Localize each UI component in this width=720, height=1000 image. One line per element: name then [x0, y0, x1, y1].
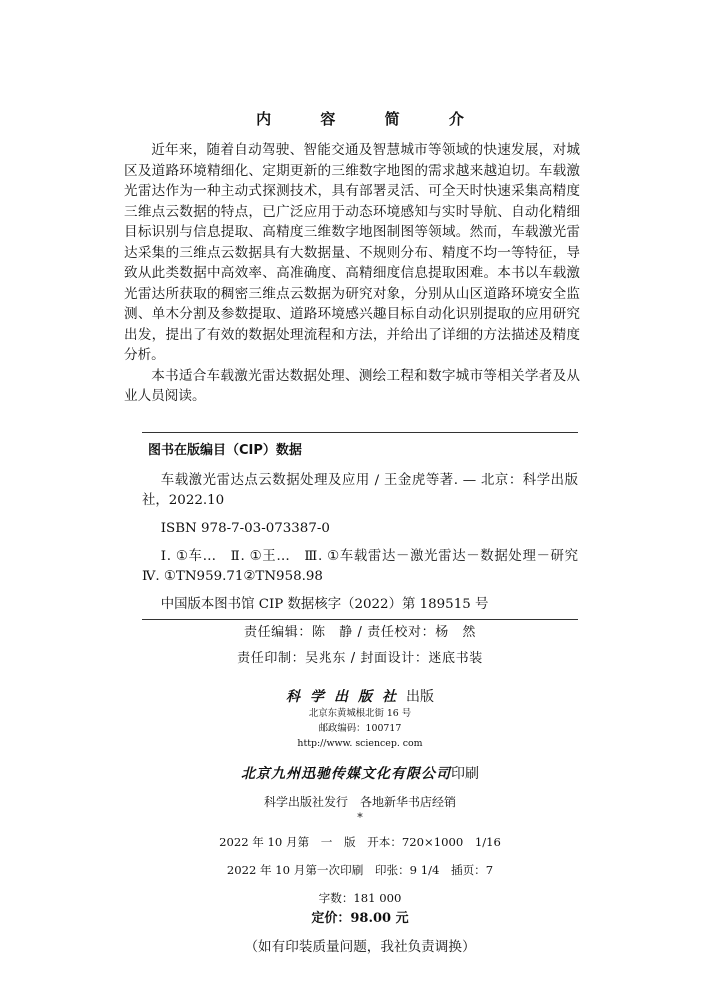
publisher-website: http://www. sciencep. com: [297, 738, 423, 749]
quality-note: （如有印装质量问题，我社负责调换）: [244, 939, 476, 955]
publisher-postcode: 邮政编码：100717: [318, 723, 402, 734]
printer-name: 北京九州迅驰传媒文化有限公司: [241, 766, 451, 782]
summary-paragraph-1: 近年来，随着自动驾驶、智能交通及智慧城市等领域的快速发展，对城区及道路环境精细化、定期更新的三维数字地图的需求越来越迫切。车载激光雷达作为一种主动式探测技术，具有部署灵活、可全天时快速采集高精度三维点云数据的特点，已广泛应用于动态环境感知与实时导航、自动化精细目标识别与信息提取、高精度三维数字地图制图等领域。然而，车载激光雷达采集的三维点云数据具有大数据量、不规则分布、精度不均一等特征，导致从此类数据中高效率、高准确度、高精细度信息提取困难。本书以车载激光雷达所获取的稠密三维点云数据为研究对象，分别从山区道路环境安全监测、单木分割及参数提取、道路环境感兴趣目标自动化识别提取的应用研究出发，提出了有效的数据处理流程和方法，并给出了详细的方法描述及精度分析。: [124, 142, 580, 363]
editors-line-1: 责任编辑：陈 静 / 责任校对：杨 然: [243, 625, 477, 640]
printing-line: 2022 年 10 月第一次印刷 印张：9 1/4 插页：7: [226, 863, 494, 877]
cip-isbn: ISBN 978-7-03-073387-0: [160, 521, 330, 536]
cip-record-number: 中国版本图书馆 CIP 数据核字（2022）第 189515 号: [160, 597, 489, 612]
printer-line: [0, 763, 720, 783]
publisher-address: 北京东黄城根北街 16 号: [308, 708, 412, 719]
publisher-line: [0, 686, 720, 706]
edition-line: 2022 年 10 月第 一 版 开本：720×1000 1/16: [219, 835, 501, 849]
publisher-suffix: 出版: [406, 689, 434, 705]
cip-classification: Ⅰ. ①车… Ⅱ. ①王… Ⅲ. ①车载雷达－激光雷达－数据处理－研究 Ⅳ. ①TN959.71②TN958.98: [142, 549, 592, 584]
distribution-line: 科学出版社发行 各地新华书店经销: [263, 795, 456, 809]
cip-heading: 图书在版编目（CIP）数据: [148, 443, 302, 458]
editors-line-2: 责任印制：吴兆东 / 封面设计：迷底书装: [237, 651, 483, 666]
book-summary: [124, 140, 580, 407]
summary-paragraph-2: 本书适合车载激光雷达数据处理、测绘工程和数字城市等相关学者及从业人员阅读。: [124, 367, 580, 404]
cip-title-entry: 车载激光雷达点云数据处理及应用 / 王金虎等著. — 北京：科学出版社，2022.10: [142, 473, 578, 508]
publisher-name: 科学出版社: [286, 689, 406, 705]
cip-data-block: [142, 432, 592, 620]
separator-star: *: [357, 811, 363, 824]
page-title: 内 容 简 介: [256, 110, 486, 128]
colophon: [0, 620, 720, 960]
wordcount-line: 字数：181 000: [318, 891, 402, 905]
price-line: 定价：98.00 元: [311, 911, 409, 926]
printer-suffix: 印刷: [451, 766, 479, 782]
